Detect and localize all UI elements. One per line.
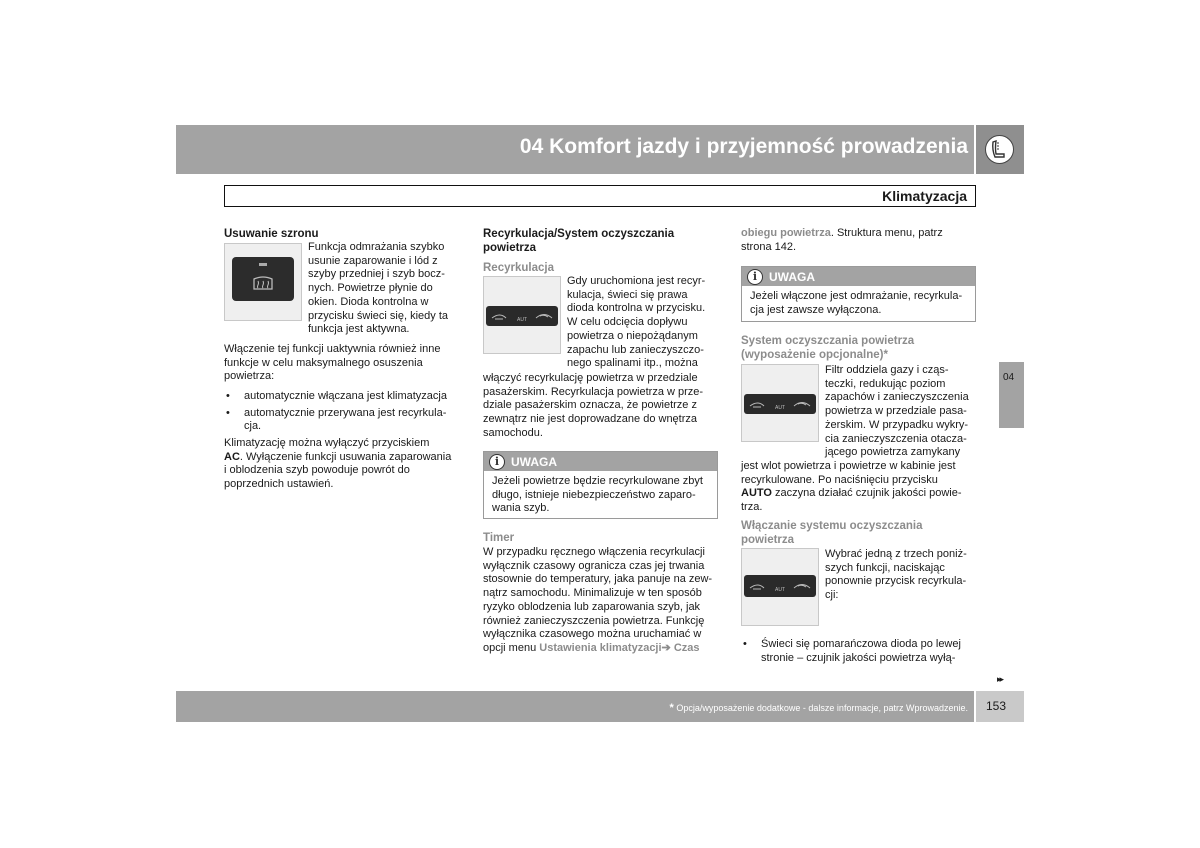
text-line: długo, istnieje niebezpieczeństwo zaparo-	[492, 488, 696, 501]
aut-button-label: AUT	[775, 405, 785, 411]
bullet-item	[224, 407, 447, 434]
air-cleaning-button-image	[741, 364, 819, 442]
led-indicator	[259, 263, 267, 266]
aut-button-label: AUT	[775, 587, 785, 593]
climate-button-panel	[486, 306, 558, 326]
recirculation-para2	[483, 372, 703, 441]
air-cleaning-para2	[741, 460, 962, 515]
warning-title: UWAGA	[511, 455, 557, 469]
heading-air-cleaning	[741, 334, 914, 362]
text-line: przycisku świeci się, kiedy ta	[308, 309, 448, 322]
text-line: powietrza:	[224, 370, 275, 383]
text-line	[741, 227, 943, 241]
chapter-title: 04 Komfort jazdy i przyjemność prowadzenia	[519, 135, 968, 158]
air-cleaning-intro	[825, 364, 969, 460]
text-line: dioda kontrolna w przycisku.	[567, 302, 706, 315]
text-line: nych. Powietrze płynie do	[308, 282, 433, 295]
footnote-star: *	[669, 702, 674, 714]
page-number-box	[976, 691, 1024, 722]
text-line: zewnątrz nie jest doprowadzane do wnętrza	[483, 413, 698, 426]
bullet-text: • Świeci się pomarańczowa dioda po lewej	[761, 638, 961, 650]
text-line: szych funkcji, naciskając	[825, 561, 945, 574]
info-icon: i	[489, 454, 505, 470]
text-line: okien. Dioda kontrolna w	[308, 295, 429, 308]
text-line: teczki, redukując poziom	[825, 377, 946, 390]
defrost-button	[232, 257, 294, 301]
chapter-tab	[999, 362, 1024, 428]
text-line: W celu odcięcia dopływu	[567, 316, 688, 329]
ac-label: AC	[224, 450, 240, 463]
heading-line: Włączanie systemu oczyszczania	[741, 520, 923, 532]
bullet-text: cja.	[244, 420, 262, 433]
aut-button-label: AUT	[517, 317, 527, 323]
warning-body	[742, 286, 975, 321]
enable-bullets	[741, 638, 961, 665]
text-line: Filtr oddziela gazy i cząs-	[825, 364, 949, 376]
warning-box	[483, 451, 718, 519]
rear-defrost-icon	[252, 275, 274, 293]
footnote-text: Opcja/wyposażenie dodatkowe - dalsze informacje, patrz Wprowadzenie.	[676, 703, 968, 713]
heading-line: powietrza	[483, 242, 537, 254]
chapter-header-bar	[176, 125, 974, 174]
defrost-para2	[224, 343, 440, 384]
climate-button-panel	[744, 575, 816, 597]
enable-button-image	[741, 548, 819, 626]
heading-line: (wyposażenie opcjonalne)*	[741, 349, 888, 361]
text-line: powietrza w przedziale pasa-	[825, 405, 967, 418]
recirculation-icon	[744, 575, 816, 597]
text-line: Klimatyzację można wyłączyć przyciskiem	[224, 437, 430, 449]
text-line: Jeżeli włączone jest odmrażanie, recyrkula-	[750, 290, 963, 302]
text-line: zapachów i zanieczyszczenia	[825, 391, 969, 404]
text-line: jącego powietrza zamykany	[825, 446, 961, 459]
auto-label: AUTO	[741, 487, 772, 500]
text-line: recyrkulowane. Po naciśnięciu przycisku	[741, 473, 938, 486]
info-icon: i	[747, 269, 763, 285]
text-line: pasażerskim. Recyrkulacja powietrza w prze-	[483, 385, 704, 398]
bullet-text: • automatycznie przerywana jest recyrkula-	[244, 406, 447, 419]
timer-heading: Timer	[483, 532, 515, 544]
text-span: opcji menu	[483, 641, 540, 654]
text-line: cia zanieczyszczenia otacza-	[825, 432, 967, 445]
seat-icon	[985, 135, 1014, 164]
continued-text	[741, 227, 943, 254]
warning-body	[484, 471, 717, 520]
text-line: wyłącznika czasowego można uruchamiać w	[483, 628, 702, 641]
text-line	[741, 487, 962, 501]
heading-enable-air-cleaning	[741, 519, 923, 547]
bullet-text: automatycznie włączana jest klimatyzacja	[244, 390, 447, 402]
text-line: ryzyko oblodzenia lub zaparowania szyb, jak	[483, 600, 701, 613]
recirculation-intro	[567, 275, 705, 371]
text-line: Włączenie tej funkcji uaktywnia również inne	[224, 343, 441, 355]
footer-bar	[176, 691, 974, 722]
section-title: Klimatyzacja	[882, 188, 967, 204]
enable-intro	[825, 548, 967, 603]
double-arrow-right-icon: ▸▸	[997, 674, 1003, 684]
text-line: szyby przedniej i szyb bocz-	[308, 268, 445, 281]
text-line: również zanieczyszczenia powietrza. Funkcję	[483, 614, 705, 627]
text-span: zaczyna działać czujnik jakości powie-	[771, 487, 962, 500]
text-line: funkcje w celu maksymalnego osuszenia	[224, 356, 423, 369]
text-line: powietrza o niepożądanym	[567, 329, 698, 342]
subheading-recirculation: Recyrkulacja	[483, 262, 554, 274]
text-line: Wybrać jedną z trzech poniż-	[825, 548, 967, 560]
defrost-intro	[308, 241, 448, 337]
warning-box	[741, 266, 976, 322]
text-line: kulacja, świeci się prawa	[567, 288, 688, 301]
bullet-item	[224, 390, 447, 404]
text-line: ponownie przycisk recyrkula-	[825, 575, 967, 588]
heading-line: powietrza	[741, 534, 795, 546]
text-line: nego spalinami itp., można	[567, 357, 698, 370]
chapter-tab-label: 04	[1003, 372, 1015, 383]
text-line: wania szyb.	[492, 502, 550, 515]
text-line	[483, 642, 712, 656]
climate-button-panel	[744, 394, 816, 414]
defrost-button-image	[224, 243, 302, 321]
text-line: włączyć recyrkulację powietrza w przedziale	[483, 372, 698, 384]
chapter-icon-box	[976, 125, 1024, 174]
menu-path-air-circulation: obiegu powietrza	[741, 227, 831, 239]
text-line: funkcja jest aktywna.	[308, 323, 410, 336]
bullet-item	[741, 638, 961, 665]
text-line: stosownie do temperatury, jaka panuje na zew-	[483, 573, 713, 586]
heading-defrost: Usuwanie szronu	[224, 228, 319, 240]
arrow-right-icon: ➔	[661, 641, 671, 654]
defrost-para3	[224, 437, 451, 492]
text-span: . Wyłączenie funkcji usuwania zaparowania	[239, 450, 452, 463]
recirculation-icon	[486, 306, 558, 326]
text-line: dziale pasażerskim oznacza, że powietrze z	[483, 399, 697, 412]
text-line: żerskim. W przypadku wykry-	[825, 418, 969, 431]
text-line: trza.	[741, 501, 763, 514]
warning-header	[484, 452, 717, 471]
text-line: zapachu lub zanieczyszczo-	[567, 343, 704, 356]
text-line: samochodu.	[483, 426, 543, 439]
text-line: jest wlot powietrza i powietrze w kabinie jest	[741, 460, 956, 472]
text-line	[224, 451, 451, 465]
footnote	[670, 702, 968, 714]
text-line: strona 142.	[741, 240, 797, 253]
page-number: 153	[986, 699, 1007, 713]
text-line: nątrz samochodu. Minimalizuje w ten sposób	[483, 587, 702, 600]
defrost-bullets	[224, 390, 447, 434]
text-line: cji:	[825, 589, 839, 602]
text-line: Funkcja odmrażania szybko	[308, 241, 445, 253]
bullet-text: stronie – czujnik jakości powietrza wyłą-	[761, 651, 956, 664]
text-line: W przypadku ręcznego włączenia recyrkulacji	[483, 546, 705, 558]
text-line: Gdy uruchomiona jest recyr-	[567, 275, 706, 287]
heading-recirculation	[483, 227, 674, 255]
menu-path-climate-settings: Ustawienia klimatyzacji	[539, 641, 662, 654]
warning-header	[742, 267, 975, 286]
text-line: i oblodzenia szyb powoduje powrót do	[224, 464, 410, 477]
text-line: Jeżeli powietrze będzie recyrkulowane zbyt	[492, 475, 703, 487]
section-title-box	[224, 185, 976, 207]
heading-line: Recyrkulacja/System oczyszczania	[483, 228, 675, 240]
text-span: . Struktura menu, patrz	[830, 227, 943, 239]
text-line: poprzednich ustawień.	[224, 478, 334, 491]
recirculation-button-image	[483, 276, 561, 354]
text-line: usunie zaparowanie i lód z	[308, 254, 438, 267]
warning-title: UWAGA	[769, 270, 815, 284]
heading-line: System oczyszczania powietrza	[741, 335, 915, 347]
menu-path-time: Czas	[673, 641, 700, 654]
text-line: cja jest zawsze wyłączona.	[750, 303, 882, 316]
text-line: wyłącznik czasowy ogranicza czas jej trwania	[483, 559, 705, 572]
recirculation-icon	[744, 394, 816, 414]
timer-text	[483, 546, 712, 656]
